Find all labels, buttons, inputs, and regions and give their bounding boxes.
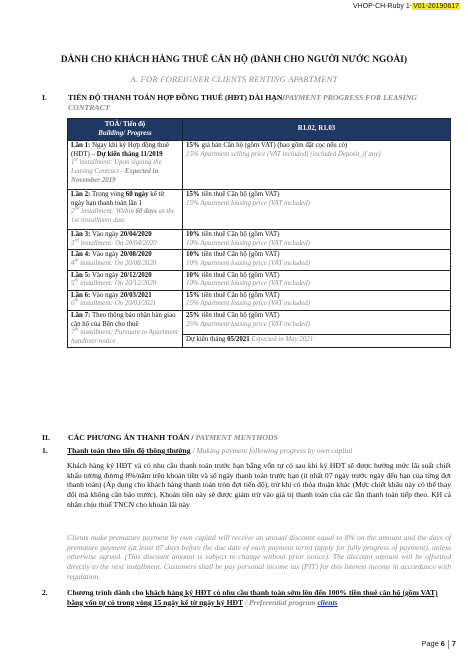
row4-en-sup: th [74, 258, 79, 264]
subsection-1-title-vi: Thanh toán theo tiến độ thông thường [67, 446, 191, 455]
row5-installment [68, 270, 183, 290]
row7-desc-vi: Theo thông báo nhận bàn giao căn hộ của Bên cho thuê [71, 311, 176, 328]
row1-percent: 15% [186, 142, 200, 150]
row7-installment [68, 310, 183, 347]
subsection-1-title-en: / Making payment following progress by own capitul [190, 446, 353, 455]
page-footer [421, 639, 456, 649]
section-2-title-vi: CÁC PHƯƠNG ÁN THANH TOÁN / [68, 433, 196, 442]
row1-amount-en: 15% Apartment selling price (VAT included) (included Deposit_if any) [186, 150, 381, 158]
row6-date-vi: 20/03/2021 [120, 291, 152, 299]
row6-en-sup: th [74, 299, 79, 305]
row4-label: Lần 4: [71, 251, 91, 259]
page-label: Page [421, 639, 439, 648]
row7-percent: 25% [186, 311, 200, 319]
row2-tail-vi: kể từ ngày hạn thanh toán lần 1 [71, 191, 165, 207]
table-row [68, 230, 451, 250]
doc-code-version: V01-20190617 [413, 3, 459, 10]
table-row [68, 310, 451, 334]
row6-en-num: 6 [71, 300, 75, 308]
row5-en-num: 5 [71, 280, 75, 288]
row3-desc-vi: Vào ngày [90, 231, 121, 239]
row5-date-vi: 20/12/2020 [120, 271, 152, 279]
row1-desc-vi: Ngay khi ký Hợp đồng thuê (HĐT) – [71, 142, 170, 158]
row3-amount [183, 230, 451, 250]
row4-amount [183, 250, 451, 270]
table-row [68, 250, 451, 270]
row7-label: Lần 7: [71, 311, 91, 319]
row4-date-vi: 20/08/2020 [120, 251, 152, 259]
header-col1-vi: TOÀ/ Tiến độ [104, 121, 146, 128]
header-building-progress [68, 119, 183, 141]
row5-en-sup: th [74, 278, 79, 284]
row2-desc-en: installment: Within [79, 208, 136, 216]
row1-installment [68, 141, 183, 190]
row2-days-en: 60 days [135, 208, 157, 216]
row4-installment [68, 250, 183, 270]
row2-en-num: 2 [71, 208, 75, 216]
row5-amount-vi: tiền thuê Căn hộ (gồm VAT) [199, 271, 280, 279]
row1-en-num: 1 [71, 159, 75, 167]
row3-amount-vi: tiền thuê Căn hộ (gồm VAT) [199, 231, 280, 239]
row3-en-sup: rd [74, 238, 79, 244]
row1-expected-vi: Dự kiến tháng 11/2019 [94, 150, 163, 158]
table-header-row [68, 119, 451, 141]
row1-desc-en: installment: Upon signing the Leasing Contract - [71, 159, 162, 175]
row6-amount [183, 290, 451, 310]
row3-desc-en: installment: On 20/04/2020 [78, 239, 157, 247]
row5-label: Lần 5: [71, 271, 91, 279]
paragraph-en: Clients make premature payment by own capital will receive an annual discount equal to 8% on the amount and the days of premature payment (at least 07 days before the due date of each payment term) (apply for fully progress of payment), unless otherwise agreed. (This discount amount is subject to change without prior notice). The discount amount will be offsetted directly to the next installment. Customers shall be pay personal income tax (PIT) for this interest income in accordance with regulation. [67, 533, 451, 581]
row2-installment [68, 190, 183, 230]
row4-en-num: 4 [71, 259, 75, 267]
row3-amount-en: 10% Apartment leasing price (VAT included) [186, 239, 310, 247]
subsection-2-title-a: Chương trình dành cho [67, 588, 146, 597]
subsection-2-number: 2. [42, 588, 48, 597]
row6-amount-en: 15% Apartment leasing price (VAT included) [186, 300, 310, 308]
subsection-2-title-b: khách hàng ký HĐT có nhu cầu thanh toán sớm lên đến 100% tiền thuê căn hộ (gồm VAT) bằng vốn tự có trong vòng 15 ngày kể từ ngày ký HĐT [67, 588, 438, 607]
header-col1-en: Building/ Progress [98, 129, 152, 137]
header-apartments: R1.02, R1.03 [183, 119, 451, 141]
subsection-2-title-link: clients [317, 597, 338, 607]
row5-amount-en: 10% Apartment leasing price (VAT included) [186, 280, 310, 288]
row7-en-num: 7 [71, 329, 75, 337]
page-total: 7 [451, 639, 456, 648]
row1-en-sup: st [74, 158, 78, 164]
row6-label: Lần 6: [71, 291, 91, 299]
row4-amount-vi: tiền thuê Căn hộ (gồm VAT) [199, 251, 280, 259]
table-row [68, 190, 451, 230]
row7-expected-vi: Dự kiến tháng [186, 335, 228, 343]
main-title: DÀNH CHO KHÁCH HÀNG THUÊ CĂN HỘ (DÀNH CHO NGƯỜI NƯỚC NGOÀI) [60, 54, 408, 64]
row2-label: Lần 2: [71, 191, 91, 199]
doc-code-prefix: VHOP-CH-Ruby 1- [352, 3, 413, 10]
row1-label: Lần 1: [71, 142, 91, 150]
row7-expected [183, 334, 451, 348]
row1-amount [183, 141, 451, 190]
row2-percent: 15% [186, 191, 200, 199]
row4-desc-vi: Vào ngày [90, 251, 121, 259]
row5-desc-vi: Vào ngày [90, 271, 121, 279]
row4-amount-en: 10% Apartment leasing price (VAT included) [186, 259, 310, 267]
row6-percent: 15% [186, 291, 200, 299]
row7-expected-date: 05/2021 [227, 335, 250, 343]
row5-desc-en: installment: On 20/12/2020 [78, 280, 157, 288]
row6-amount-vi: tiền thuê Căn hộ (gồm VAT) [199, 291, 280, 299]
paragraph-vi: Khách hàng ký HĐT và có nhu cầu thanh toán trước hạn bằng vốn tự có sau khi ký HĐT sẽ được hưởng mức lãi suất chiết khấu tương đương 8%/năm trên khoản tiền và số ngày thanh toán trước hạn (ít nhất 07 ngày trước ngày đến hạn của từng đợt thanh toán) (Áp dụng cho khách hàng thanh toán tròn đợt tiến độ), trừ khi có thỏa thuận khác (Mức chiết khấu này có thể thay đổi mà không cần báo trước). Khoản tiền này sẽ được giảm trừ vào giá trị thanh toán của các lần thanh toán tiếp theo. KH cá nhân chịu thuế TNCN cho khoản lãi này [67, 461, 451, 509]
row2-tail-en: as the 1st installment date [71, 208, 175, 224]
row2-amount [183, 190, 451, 230]
row3-label: Lần 3: [71, 231, 91, 239]
row7-amount [183, 310, 451, 334]
row6-desc-vi: Vào ngày [90, 291, 121, 299]
page-number: 6 [440, 639, 445, 648]
row2-days-vi: 60 ngày [125, 191, 149, 199]
row3-installment [68, 230, 183, 250]
section-1-title-vi: TIẾN ĐỘ THANH TOÁN HỢP ĐỒNG THUÊ (HĐT) DÀI HẠN/ [68, 93, 285, 102]
row2-amount-vi: tiền thuê Căn hộ (gồm VAT) [199, 191, 280, 199]
row7-amount-vi: tiền thuê Căn hộ (gồm VAT) [199, 311, 280, 319]
section-2-title-en: PAYMENT MENTHODS [195, 433, 278, 442]
page-divider [448, 640, 449, 649]
row6-installment [68, 290, 183, 310]
row5-percent: 10% [186, 271, 200, 279]
row7-amount-en: 25% Apartment leasing price (VAT included) [186, 320, 310, 328]
row4-desc-en: installment: On 20/08/2020 [78, 259, 157, 267]
row2-en-sup: nd [74, 207, 80, 213]
row1-amount-vi: giá bán Căn hộ (gồm VAT) (bao gồm đặt cọc nếu có) [199, 142, 348, 150]
row5-amount [183, 270, 451, 290]
row4-percent: 10% [186, 251, 200, 259]
subsection-2-title-en: / Preferential program [243, 597, 318, 607]
row7-en-sup: th [74, 327, 79, 333]
subsection-1-number: 1. [42, 446, 48, 455]
row1-expected-en: Expected in November 2019 [71, 167, 159, 184]
table-row [68, 270, 451, 290]
row3-date-vi: 20/04/2020 [120, 231, 152, 239]
row7-desc-en: installment: Pursuant to Apartment handover notice [71, 329, 178, 345]
sub-title: A. FOR FOREIGNER CLIENTS RENTING APARTMENT [130, 74, 338, 84]
row2-desc-vi: Trong vòng [90, 191, 126, 199]
row7-expected-en: Expected in May 2021 [249, 335, 314, 343]
row3-en-num: 3 [71, 239, 75, 247]
document-code [353, 3, 460, 10]
section-1-number: I. [42, 93, 47, 102]
section-1-title-en: PAYMENT PROGRESS FOR LEASING CONTRACT [68, 93, 417, 112]
table-row [68, 290, 451, 310]
section-2-number: II. [42, 433, 51, 442]
row2-amount-en: 15% Apartment leasing price (VAT included) [186, 199, 310, 207]
table-row [68, 141, 451, 190]
row6-desc-en: installment: On 20/03/2021 [78, 300, 157, 308]
row3-percent: 10% [186, 231, 200, 239]
payment-progress-table [67, 118, 451, 348]
